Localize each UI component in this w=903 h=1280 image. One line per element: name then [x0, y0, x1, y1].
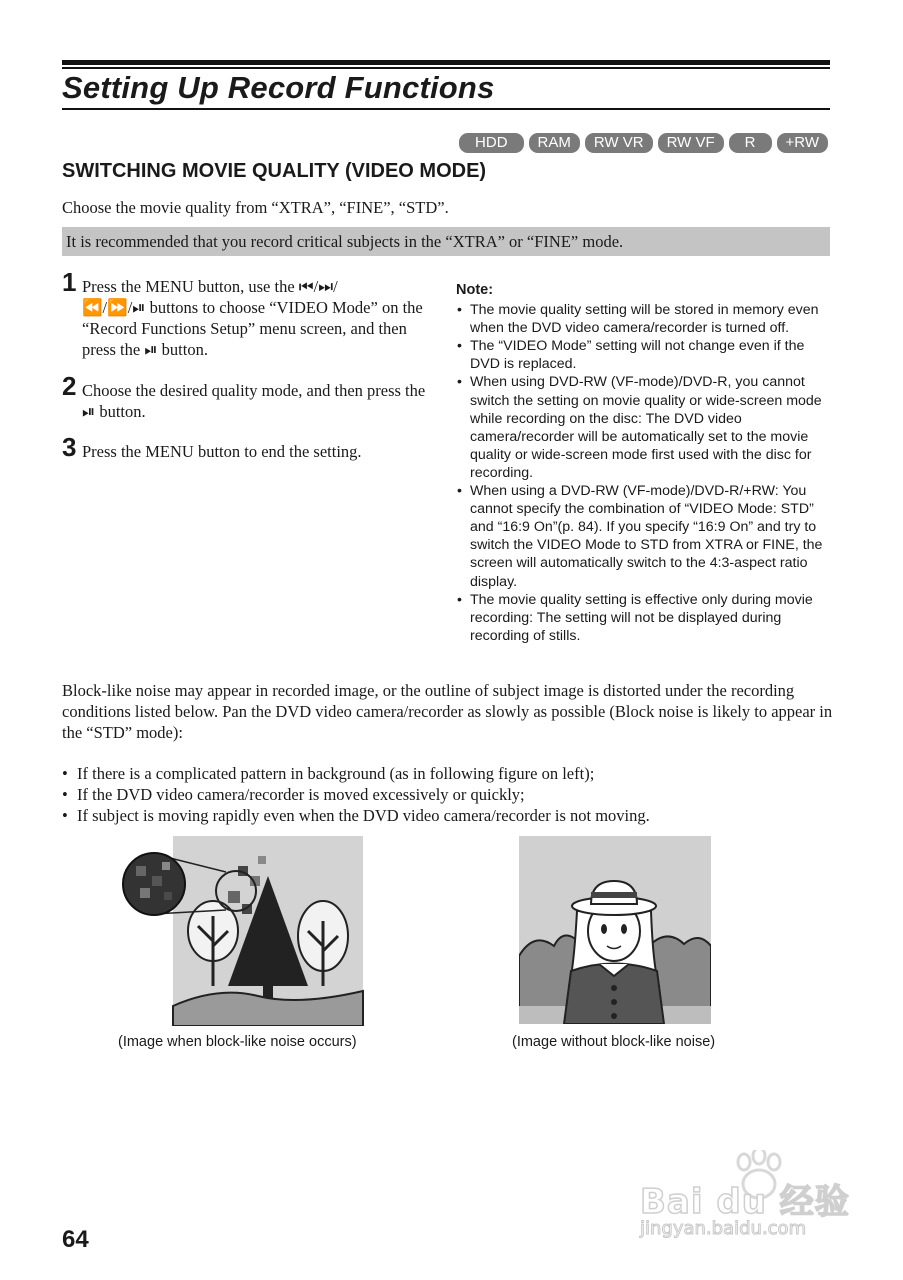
- page-number: 64: [62, 1226, 89, 1253]
- block-noise-paragraph: Block-like noise may appear in recorded image, or the outline of subject image is distorted under the recording conditions listed below. Pan the DVD video camera/recorder as slowly as possible (Block noise is likely to appear in the “STD” mode):: [62, 681, 833, 742]
- note-item: • When using a DVD-RW (VF-mode)/DVD-R/+RW: You cannot specify the combination of “VIDEO Mode: STD” and “16:9 On”(p. 84). If you specify “16:9 On” and try to switch the VIDEO Mode to STD from XTRA or FINE, the screen will automatically switch to the 4:3-aspect ratio display.: [456, 482, 836, 591]
- watermark-brand: Bai du 经验: [640, 1182, 850, 1222]
- badge-rw-vf: RW VF: [658, 133, 724, 153]
- media-badges: [459, 133, 828, 153]
- step-text: Press the MENU button to end the setting.: [82, 442, 362, 461]
- intro-text: Choose the movie quality from “XTRA”, “FINE”, “STD”.: [62, 198, 449, 217]
- badge-r: R: [729, 133, 772, 153]
- block-noise-illustration: [118, 836, 364, 1026]
- play-pause-icon: ⏯: [82, 402, 96, 421]
- skip-forward-icon: ⏭: [318, 277, 334, 296]
- note-item: • The “VIDEO Mode” setting will not change even if the DVD is replaced.: [456, 337, 836, 373]
- watermark-url: jingyan.baidu.com: [640, 1218, 807, 1239]
- note-box: [456, 281, 836, 645]
- list-item: • If the DVD video camera/recorder is moved excessively or quickly;: [62, 784, 852, 805]
- step-text: Choose the desired quality mode, and then press the ⏯ button.: [82, 381, 426, 421]
- recommendation-text: It is recommended that you record critical subjects in the “XTRA” or “FINE” mode.: [66, 232, 624, 251]
- figure-caption-right: (Image without block-like noise): [512, 1034, 716, 1050]
- step-number: 3: [62, 432, 77, 462]
- title-underline: [62, 108, 830, 110]
- step-text: Press the MENU button, use the ⏮/⏭/ ⏪/⏩/⏯ buttons to choose “VIDEO Mode” on the “Record Functions Setup” menu screen, and then press the ⏯ button.: [82, 277, 423, 359]
- badge-rw-vr: RW VR: [585, 133, 653, 153]
- list-item: • If there is a complicated pattern in background (as in following figure on left);: [62, 763, 852, 784]
- list-item: • If subject is moving rapidly even when the DVD video camera/recorder is not moving.: [62, 805, 852, 826]
- step-1: [62, 267, 432, 360]
- section-heading: SWITCHING MOVIE QUALITY (VIDEO MODE): [62, 160, 487, 182]
- step-number: 2: [62, 371, 77, 401]
- fast-forward-icon: ⏩: [107, 298, 128, 317]
- clean-image-illustration: [519, 836, 711, 1024]
- step-3: [62, 432, 432, 462]
- baidu-watermark: [640, 1150, 855, 1255]
- header-rule-thick: [62, 60, 830, 65]
- play-pause-icon: ⏯: [132, 298, 146, 317]
- page-title: Setting Up Record Functions: [62, 70, 495, 105]
- recommendation-box: [62, 227, 830, 256]
- badge-plus-rw: +RW: [777, 133, 828, 153]
- note-item: • When using DVD-RW (VF-mode)/DVD-R, you cannot switch the setting on movie quality or wide-screen mode while recording on the disc: The DVD video camera/recorder will be automatically set to the movie quality or wide-screen mode first used with the disc for recording.: [456, 373, 836, 482]
- conditions-list: [62, 763, 852, 826]
- header-rule-thin: [62, 67, 830, 69]
- step-2: [62, 371, 432, 422]
- note-title: Note:: [456, 282, 494, 298]
- skip-back-icon: ⏮: [298, 277, 314, 296]
- note-item: • The movie quality setting will be stored in memory even when the DVD video camera/recorder is turned off.: [456, 301, 836, 337]
- note-item: • The movie quality setting is effective only during movie recording: The setting will not be displayed during recording of stills.: [456, 591, 836, 645]
- play-pause-icon: ⏯: [144, 340, 158, 359]
- figure-caption-left: (Image when block-like noise occurs): [118, 1034, 357, 1050]
- badge-hdd: HDD: [459, 133, 524, 153]
- step-number: 1: [62, 267, 77, 297]
- badge-ram: RAM: [529, 133, 580, 153]
- rewind-icon: ⏪: [82, 298, 103, 317]
